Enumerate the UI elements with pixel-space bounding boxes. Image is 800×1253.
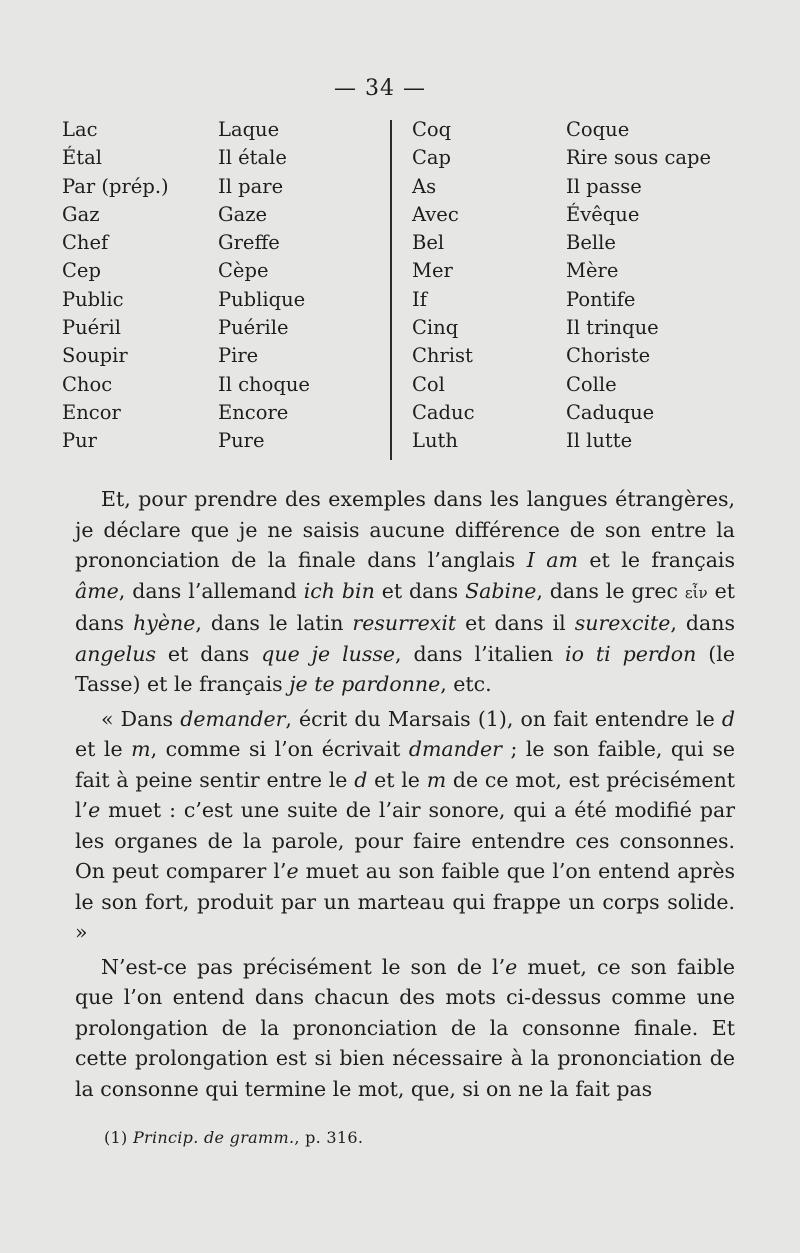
word-entry: Pure: [218, 429, 265, 453]
word-entry: Choc: [62, 372, 113, 396]
word-entry: Il trinque: [566, 316, 659, 340]
word-entry: Caduc: [412, 400, 475, 424]
word-entry: Puérile: [218, 316, 289, 340]
paragraph-2: « Dans demander, écrit du Marsais (1), on fait entendre le d et le m, comme si l’on écrivait dmander ; le son faible, qui se fait à peine sentir entre le d et le m de ce mot, est précisément l’e muet : c’est une suite de l’air sonore, qui a été modifié par les organes de la parole, pour faire entendre ces consonnes. On peut comparer l’e muet au son faible que l’on entend après le son fort, produit par un marteau qui frappe un corps solide. »: [75, 706, 736, 944]
column-divider: [390, 120, 392, 460]
word-entry: Pontife: [566, 287, 636, 311]
word-entry: Pur: [62, 429, 98, 453]
word-entry: Étal: [62, 146, 102, 170]
word-entry: Cap: [412, 146, 452, 170]
word-entry: Il passe: [566, 174, 642, 198]
word-column-2: [218, 116, 310, 456]
word-entry: Cinq: [412, 316, 459, 340]
word-entry: Cep: [62, 259, 101, 283]
word-entry: Caduque: [566, 400, 655, 424]
word-entry: Lac: [62, 118, 98, 141]
main-text: [75, 484, 735, 1104]
footnote: (1) Princip. de gramm., p. 316.: [104, 1128, 364, 1147]
word-entry: Pire: [218, 344, 259, 368]
word-entry: Il lutte: [566, 429, 633, 453]
word-entry: Colle: [566, 372, 617, 396]
word-entry: Christ: [412, 344, 473, 368]
word-entry: Greffe: [218, 231, 280, 255]
word-entry: Publique: [218, 287, 306, 311]
word-entry: Coq: [412, 118, 452, 141]
word-entry: Avec: [412, 202, 459, 226]
word-entry: As: [412, 174, 437, 198]
word-entry: Belle: [566, 231, 616, 255]
word-entry: Gaz: [62, 202, 100, 226]
word-entry: Évêque: [566, 202, 640, 226]
word-entry: Il pare: [218, 174, 284, 198]
word-entry: Encore: [218, 400, 289, 424]
word-entry: Mer: [412, 259, 453, 283]
word-entry: If: [412, 287, 427, 311]
word-entry: Par (prép.): [62, 174, 169, 198]
word-entry: Choriste: [566, 344, 651, 368]
word-entry: Gaze: [218, 202, 268, 226]
paragraph-1: Et, pour prendre des exemples dans les langues étrangères, je déclare que je ne saisis aucune différence de son entre la prononciation de la finale dans l’anglais I am et le français âme, dans l’allemand ich bin et dans Sabine, dans le grec εἶν et dans hyène, dans le latin resurrexit et dans il surexcite, dans angelus et dans que je lusse, dans l’italien io ti perdon (le Tasse) et le français je te pardonne, etc.: [75, 487, 735, 696]
word-entry: Col: [412, 372, 445, 396]
word-entry: Laque: [218, 118, 280, 141]
word-entry: Encor: [62, 400, 121, 424]
word-entry: Il étale: [218, 146, 287, 170]
word-entry: Coque: [566, 118, 630, 141]
word-entry: Rire sous cape: [566, 146, 712, 170]
word-entry: Luth: [412, 429, 458, 453]
paragraph-3: N’est-ce pas précisément le son de l’e muet, ce son faible que l’on entend dans chacun des mots ci-dessus comme une prolongation de la prononciation de la consonne finale. Et cette prolongation est si bien nécessaire à la prononciation de la consonne qui termine le mot, que, si on ne la fait pas: [75, 954, 736, 1101]
word-column-4: [566, 116, 711, 456]
word-entry: Public: [62, 287, 124, 311]
word-pairs-table: [60, 116, 740, 462]
word-entry: Bel: [412, 231, 445, 255]
word-entry: Cèpe: [218, 259, 269, 283]
word-entry: Soupir: [62, 344, 128, 368]
word-entry: Il choque: [218, 372, 310, 396]
page-number: — 34 —: [334, 76, 426, 101]
word-entry: Chef: [62, 231, 109, 255]
word-entry: Mère: [566, 259, 619, 283]
word-column-1: [62, 116, 169, 456]
word-column-3: [412, 116, 475, 456]
word-entry: Puéril: [62, 316, 122, 340]
greek-word: εἶν: [684, 583, 708, 602]
